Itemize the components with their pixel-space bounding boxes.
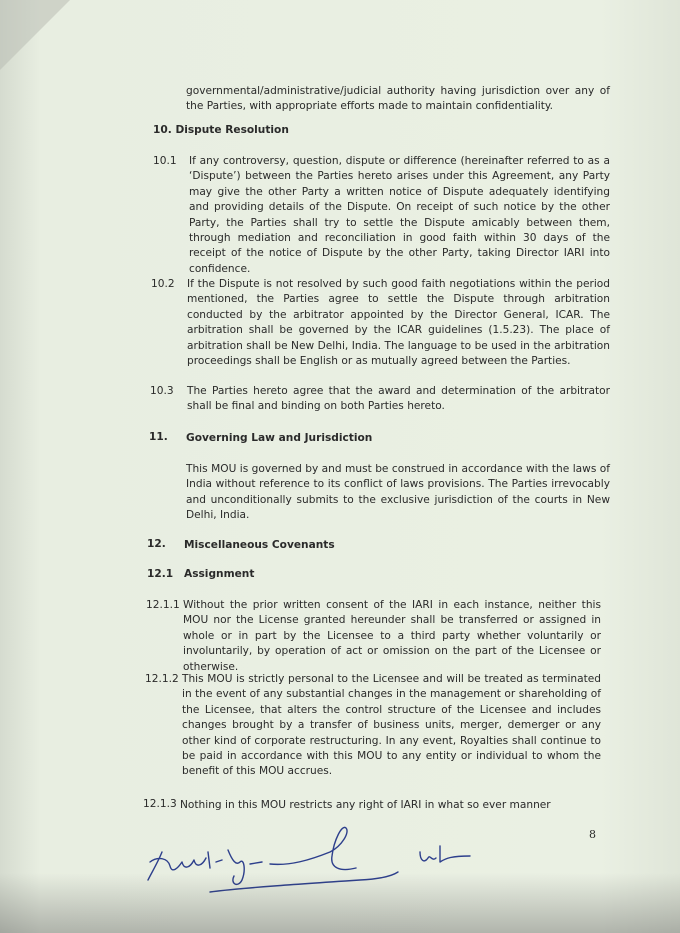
clause-10-3-number: 10.3 (150, 385, 174, 397)
scan-shadow (0, 873, 680, 933)
clause-12-1-3-text: Nothing in this MOU restricts any right of IARI in what so ever manner (180, 799, 551, 811)
section-10-heading: 10. Dispute Resolution (153, 124, 289, 136)
section-11-text: This MOU is governed by and must be construed in accordance with the laws of India without reference to its conflict of laws provisions. The Parties irrevocably and unconditionally submits to the exclusive jurisdiction of the courts in New Delhi, India. (186, 463, 610, 522)
clause-12-1-1-text: Without the prior written consent of the IARI in each instance, neither this MOU nor the License granted hereunder shall be transferred or assigned in whole or in part by the Licensee to a third party whether voluntarily or involuntarily, by operation of act or omission on the part of the Licensee or otherwise. (183, 599, 601, 673)
page-number: 8 (589, 828, 596, 841)
clause-12-1-3-number: 12.1.3 (143, 798, 177, 810)
clause-10-2-number: 10.2 (151, 278, 175, 290)
continued-paragraph: governmental/administrative/judicial authority having jurisdiction over any of the Parties, with appropriate efforts made to maintain confidentiality. (186, 85, 610, 113)
section-12-number: 12. (147, 538, 166, 550)
clause-10-1-text: If any controversy, question, dispute or difference (hereinafter referred to as a ‘Dispute’) between the Parties hereto arises under this Agreement, any Party may give the other Party a written notice of Dispute adequately identifying and providing details of the Dispute. On receipt of such notice by the other Party, the Parties shall try to settle the Dispute amicably between them, through mediation and reconciliation in good faith within 30 days of the receipt of the notice of Dispute by the other Party, taking Director IARI into confidence. (189, 155, 610, 275)
section-11-heading: Governing Law and Jurisdiction (186, 432, 373, 444)
clause-12-1-2-number: 12.1.2 (145, 673, 179, 685)
section-12-heading: Miscellaneous Covenants (184, 539, 335, 551)
clause-10-1-number: 10.1 (153, 155, 177, 167)
clause-10-3-text: The Parties hereto agree that the award and determination of the arbitrator shall be final and binding on both Parties hereto. (187, 385, 610, 413)
section-11-number: 11. (149, 431, 168, 443)
clause-12-1-2-text: This MOU is strictly personal to the Licensee and will be treated as terminated in the event of any substantial changes in the management or shareholding of the Licensee, that alters the control structure of the Licensee and includes changes brought by a transfer of business units, merger, demerger or any other kind of corporate restructuring. In any event, Royalties shall continue to be paid in accordance with this MOU to any entity or individual to whom the benefit of this MOU accrues. (182, 673, 601, 778)
subsection-12-1-number: 12.1 (147, 568, 174, 580)
initials-stroke (420, 846, 470, 862)
clause-10-2-text: If the Dispute is not resolved by such good faith negotiations within the period mentioned, the Parties agree to settle the Dispute through arbitration conducted by the arbitrator appointed by the Director General, ICAR. The arbitration shall be governed by the ICAR guidelines (1.5.23). The place of arbitration shall be New Delhi, India. The language to be used in the arbitration proceedings shall be English or as mutually agreed between the Parties. (187, 278, 610, 368)
subsection-12-1-heading: Assignment (184, 568, 255, 580)
clause-12-1-1-number: 12.1.1 (146, 599, 180, 611)
